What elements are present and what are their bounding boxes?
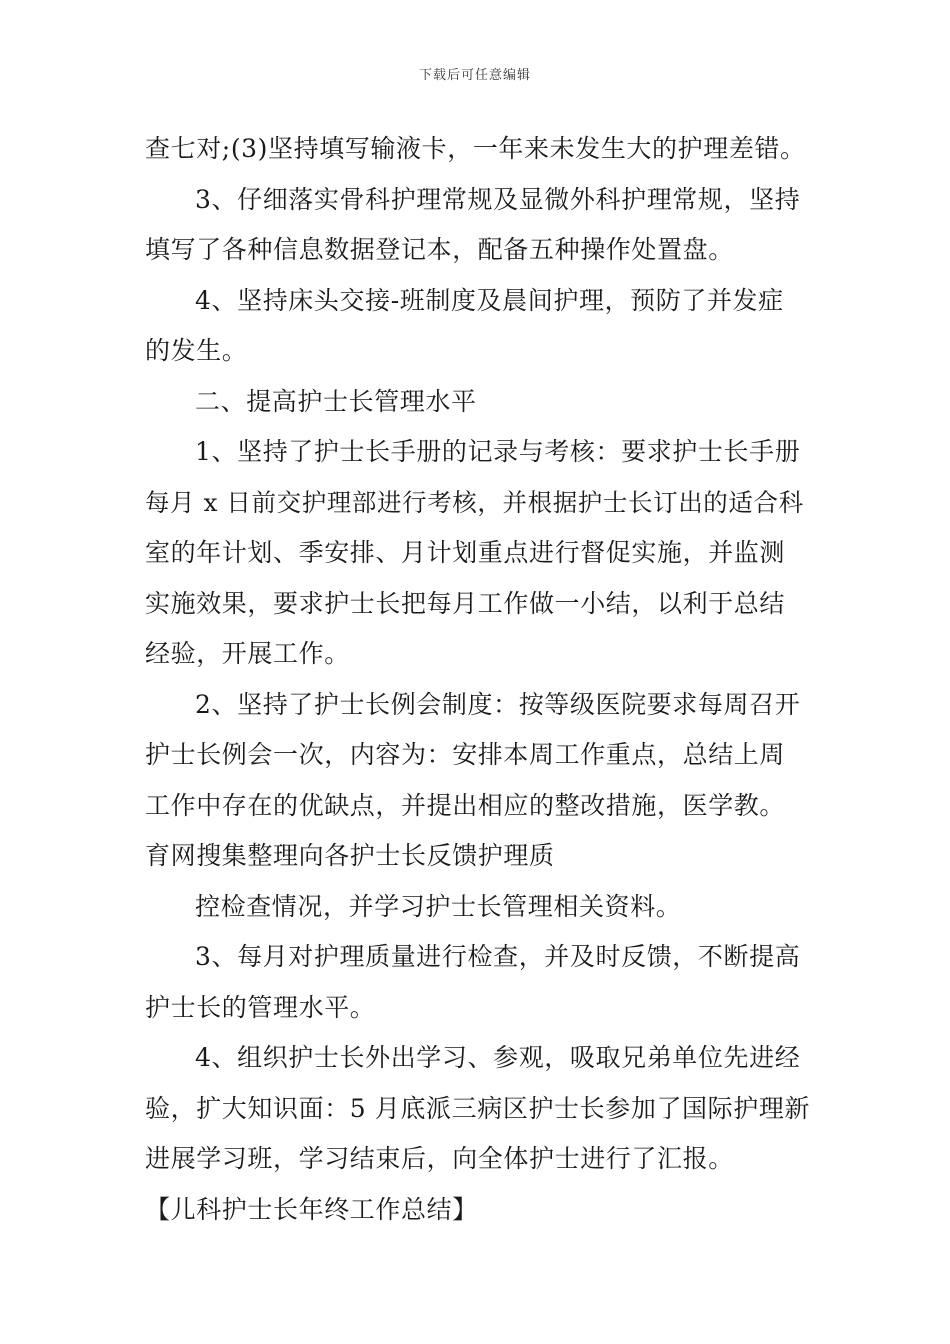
text-line: 育网搜集整理向各护士长反馈护理质 bbox=[145, 841, 555, 870]
text-line: 查七对;(3)坚持填写输液卡，一年来未发生大的护理差错。 bbox=[145, 134, 806, 163]
text-line: 每月 x 日前交护理部进行考核，并根据护士长订出的适合科 bbox=[145, 487, 804, 517]
text-line: 室的年计划、季安排、月计划重点进行督促实施，并监测 bbox=[145, 538, 786, 567]
text-line: 工作中存在的优缺点，并提出相应的整改措施，医学教。 bbox=[145, 790, 786, 820]
text-line: 4、坚持床头交接-班制度及晨间护理，预防了并发症 bbox=[195, 285, 784, 315]
text-line: 2、坚持了护士长例会制度：按等级医院要求每周召开 bbox=[195, 689, 801, 719]
text-line: 3、仔细落实骨科护理常规及显微外科护理常规，坚持 bbox=[195, 184, 801, 214]
page-header-note: 下载后可任意编辑 bbox=[418, 68, 531, 83]
text-line: 1、坚持了护士长手册的记录与考核：要求护士长手册 bbox=[195, 437, 801, 466]
text-line: 的发生。 bbox=[145, 336, 248, 365]
text-line: 验，扩大知识面：5 月底派三病区护士长参加了国际护理新 bbox=[145, 1093, 811, 1123]
text-line: 4、组织护士长外出学习、参观，吸取兄弟单位先进经 bbox=[195, 1043, 801, 1072]
text-line: 控检查情况，并学习护士长管理相关资料。 bbox=[195, 891, 682, 921]
document-body bbox=[145, 124, 815, 1235]
text-line: 3、每月对护理质量进行检查，并及时反馈，不断提高 bbox=[195, 942, 801, 971]
text-line: 护士长的管理水平。 bbox=[145, 992, 376, 1022]
text-line: 护士长例会一次，内容为：安排本周工作重点，总结上周 bbox=[145, 740, 786, 769]
text-line: 经验，开展工作。 bbox=[145, 639, 350, 668]
text-line: 进展学习班，学习结束后，向全体护士进行了汇报。 bbox=[145, 1144, 734, 1173]
closing-heading: 【儿科护士长年终工作总结】 bbox=[145, 1194, 478, 1224]
text-line: 填写了各种信息数据登记本，配备五种操作处置盘。 bbox=[145, 235, 734, 264]
section-heading: 二、提高护士长管理水平 bbox=[195, 386, 477, 416]
text-line: 实施效果，要求护士长把每月工作做一小结，以利于总结 bbox=[145, 588, 786, 618]
